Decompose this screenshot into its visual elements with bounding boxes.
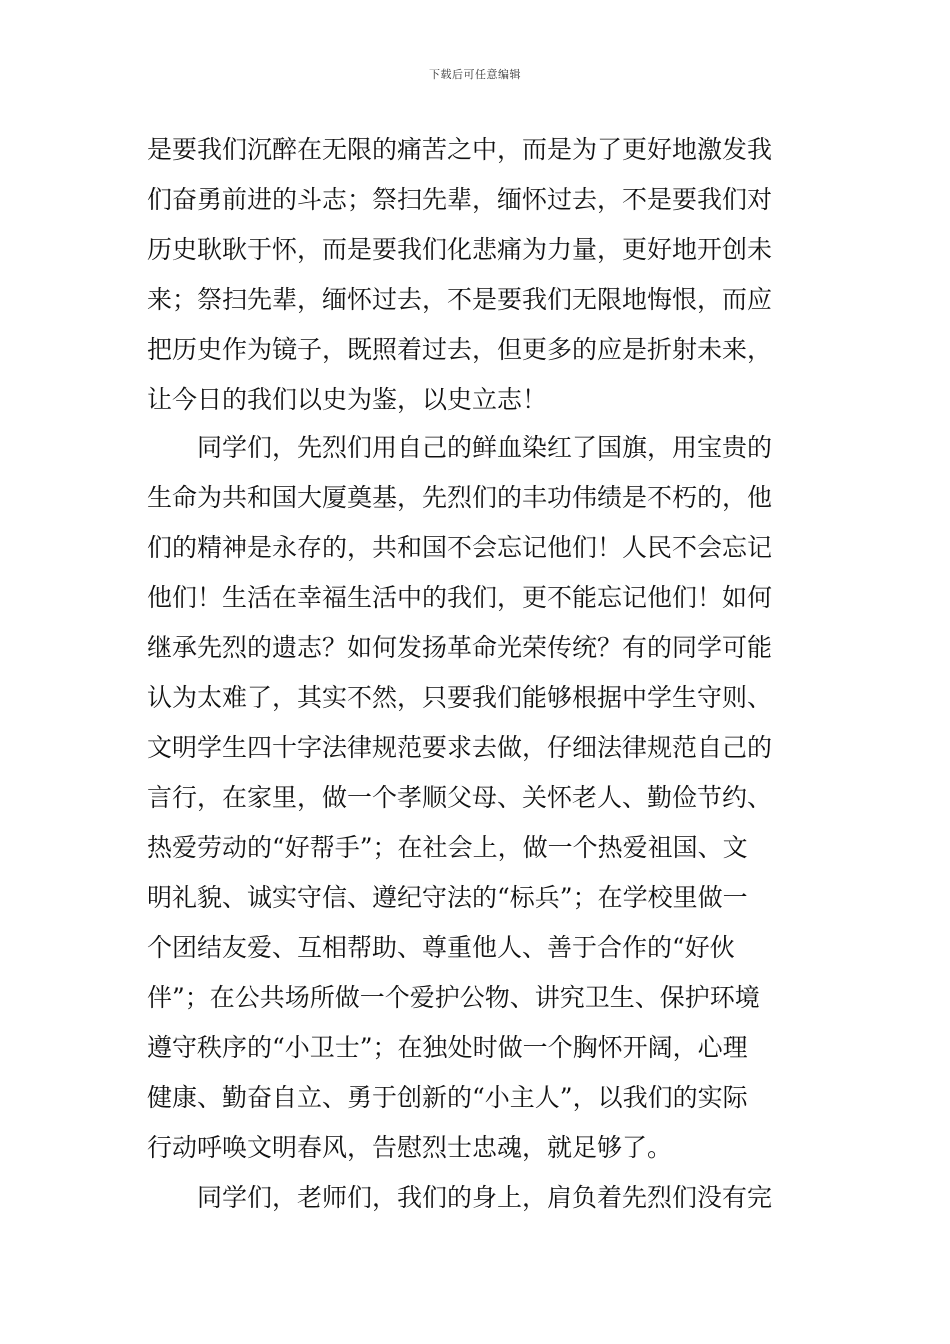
text-line: 让今日的我们以史为鉴，以史立志！ [147,385,548,414]
text-line: 文明学生四十字法律规范要求去做，仔细法律规范自己的 [147,733,773,762]
text-line: 言行，在家里，做一个孝顺父母、关怀老人、勤俭节约、 [147,783,773,812]
text-line: 来；祭扫先辈，缅怀过去，不是要我们无限地悔恨，而应 [147,285,773,314]
text-line: 遵守秩序的“小卫士”；在独处时做一个胸怀开阔，心理 [147,1033,748,1062]
text-line: 他们！生活在幸福生活中的我们，更不能忘记他们！如何 [147,583,773,612]
text-line: 历史耿耿于怀，而是要我们化悲痛为力量，更好地开创未 [147,235,773,264]
text-line: 生命为共和国大厦奠基，先烈们的丰功伟绩是不朽的，他 [147,483,773,512]
text-line: 们的精神是永存的，共和国不会忘记他们！人民不会忘记 [147,533,773,562]
text-line: 是要我们沉醉在无限的痛苦之中，而是为了更好地激发我 [147,135,773,164]
text-line: 健康、勤奋自立、勇于创新的“小主人”，以我们的实际 [147,1083,748,1112]
paragraph-first-line: 同学们，先烈们用自己的鲜血染红了国旗，用宝贵的 [197,433,773,462]
text-line: 把历史作为镜子，既照着过去，但更多的应是折射未来， [147,335,773,364]
text-line: 认为太难了，其实不然，只要我们能够根据中学生守则、 [147,683,773,712]
text-line: 们奋勇前进的斗志；祭扫先辈，缅怀过去，不是要我们对 [147,185,773,214]
text-line: 伴”；在公共场所做一个爱护公物、讲究卫生、保护环境 [147,983,760,1012]
paragraph-first-line: 同学们，老师们，我们的身上，肩负着先烈们没有完 [197,1183,773,1212]
text-line: 继承先烈的遗志？如何发扬革命光荣传统？有的同学可能 [147,633,773,662]
text-line: 行动呼唤文明春风，告慰烈士忠魂，就足够了。 [147,1133,673,1162]
text-line: 明礼貌、诚实守信、遵纪守法的“标兵”；在学校里做一 [147,883,748,912]
page-header: 下载后可任意编辑 [429,68,521,81]
text-line: 个团结友爱、互相帮助、尊重他人、善于合作的“好伙 [147,933,735,962]
text-line: 热爱劳动的“好帮手”；在社会上，做一个热爱祖国、文 [147,833,748,862]
